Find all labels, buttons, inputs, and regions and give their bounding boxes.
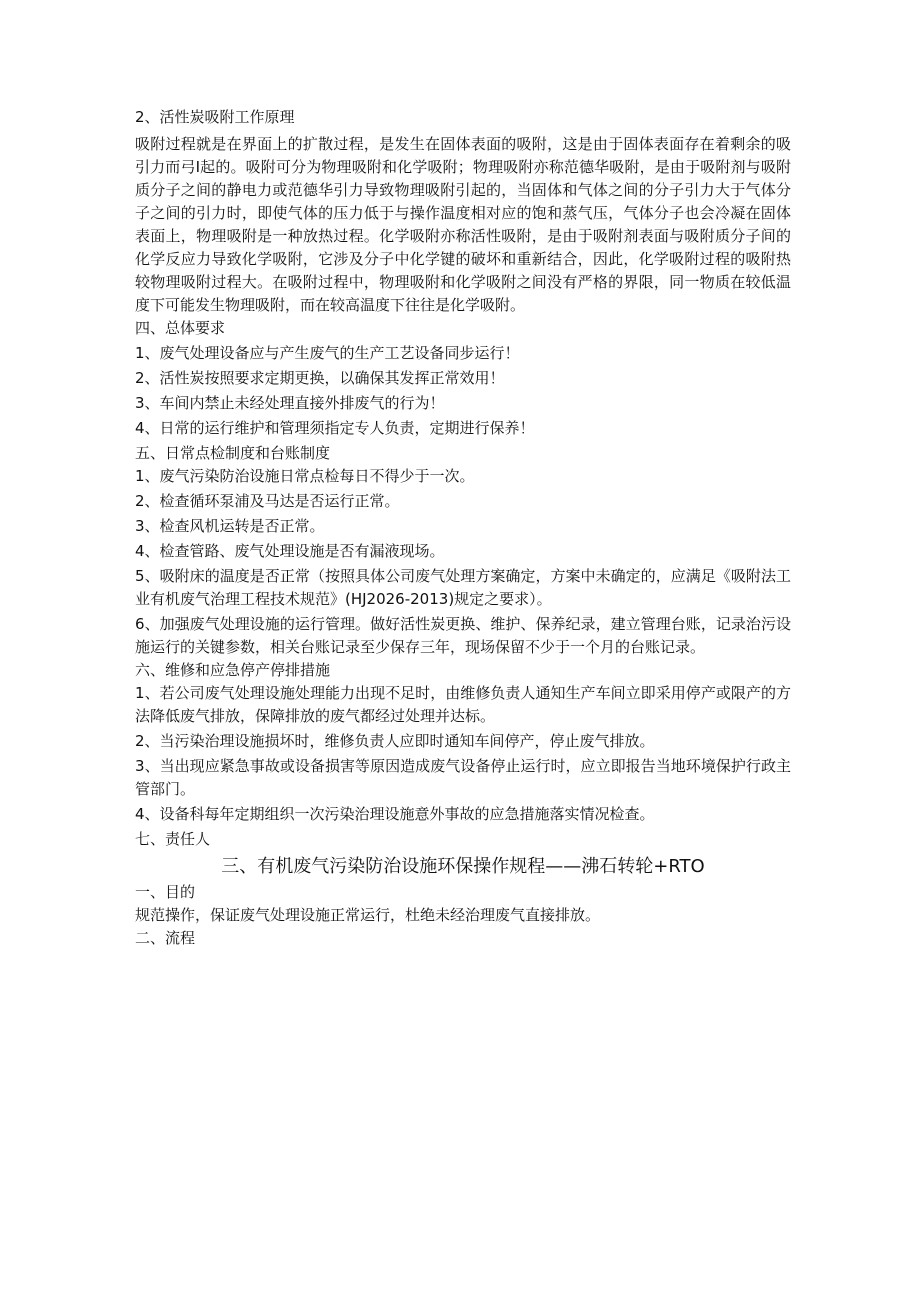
requirement-item: 2、活性炭按照要求定期更换，以确保其发挥正常效用！	[135, 369, 505, 387]
section-heading-activated-carbon: 2、活性炭吸附工作原理	[135, 108, 295, 126]
section-heading-responsible-person: 七、责任人	[135, 830, 211, 848]
requirement-item: 1、废气处理设备应与产生废气的生产工艺设备同步运行！	[135, 344, 520, 362]
section-heading-general-requirements: 四、总体要求	[135, 319, 226, 337]
maintenance-item: 1、若公司废气处理设施处理能力出现不足时，由维修负责人通知生产车间立即采用停产或限产的方法降低废气排放，保障排放的废气都经过处理并达标。	[135, 684, 791, 725]
requirement-item: 4、日常的运行维护和管理须指定专人负责，定期进行保养！	[135, 419, 535, 437]
section-heading-purpose: 一、目的	[135, 883, 196, 901]
adsorption-principle-paragraph: 吸附过程就是在界面上的扩散过程，是发生在固体表面的吸附，这是由于固体表面存在着剩余的吸引力而弓I起的。吸附可分为物理吸附和化学吸附；物理吸附亦称范德华吸附，是由于吸附剂与吸附质分子之间的静电力或范德华引力导致物理吸附引起的，当固体和气体之间的分子引力大于气体分子之间的引力时，即使气体的压力低于与操作温度相对应的饱和蒸气压，气体分子也会冷凝在固体表面上，物理吸附是一种放热过程。化学吸附亦称活性吸附，是由于吸附剂表面与吸附质分子间的化学反应力导致化学吸附，它涉及分子中化学键的破坏和重新结合，因此，化学吸附过程的吸附热较物理吸附过程大。在吸附过程中，物理吸附和化学吸附之间没有严格的界限，同一物质在较低温度下可能发生物理吸附，而在较高温度下往往是化学吸附。	[135, 135, 791, 314]
inspection-item: 5、吸附床的温度是否正常（按照具体公司废气处理方案确定，方案中未确定的，应满足《吸附法工业有机废气治理工程技术规范》(HJ2026-2013)规定之要求）。	[135, 567, 791, 608]
maintenance-item: 2、当污染治理设施损坏时，维修负责人应即时通知车间停产，停止废气排放。	[135, 732, 655, 750]
inspection-item: 4、检查管路、废气处理设施是否有漏液现场。	[135, 542, 445, 560]
inspection-item: 1、废气污染防治设施日常点检每日不得少于一次。	[135, 467, 475, 485]
part-three-title: 三、有机废气污染防治设施环保操作规程——沸石转轮+RTO	[221, 856, 705, 877]
inspection-item: 2、检查循环泵浦及马达是否运行正常。	[135, 492, 400, 510]
section-heading-process: 二、流程	[135, 929, 196, 947]
section-heading-daily-inspection: 五、日常点检制度和台账制度	[135, 444, 331, 462]
purpose-paragraph: 规范操作，保证废气处理设施正常运行，杜绝未经治理废气直接排放。	[135, 906, 601, 924]
inspection-item: 6、加强废气处理设施的运行管理。做好活性炭更换、维护、保养纪录，建立管理台账，记录治污设施运行的关键参数，相关台账记录至少保存三年，现场保留不少于一个月的台账记录。	[135, 615, 791, 656]
requirement-item: 3、车间内禁止未经处理直接外排废气的行为！	[135, 394, 445, 412]
document-page	[135, 106, 791, 950]
maintenance-item: 4、设备科每年定期组织一次污染治理设施意外事故的应急措施落实情况检查。	[135, 805, 655, 823]
inspection-item: 3、检查风机运转是否正常。	[135, 517, 325, 535]
maintenance-item: 3、当出现应紧急事故或设备损害等原因造成废气设备停止运行时，应立即报告当地环境保护行政主管部门。	[135, 757, 791, 798]
section-heading-maintenance: 六、维修和应急停产停排措施	[135, 661, 331, 679]
